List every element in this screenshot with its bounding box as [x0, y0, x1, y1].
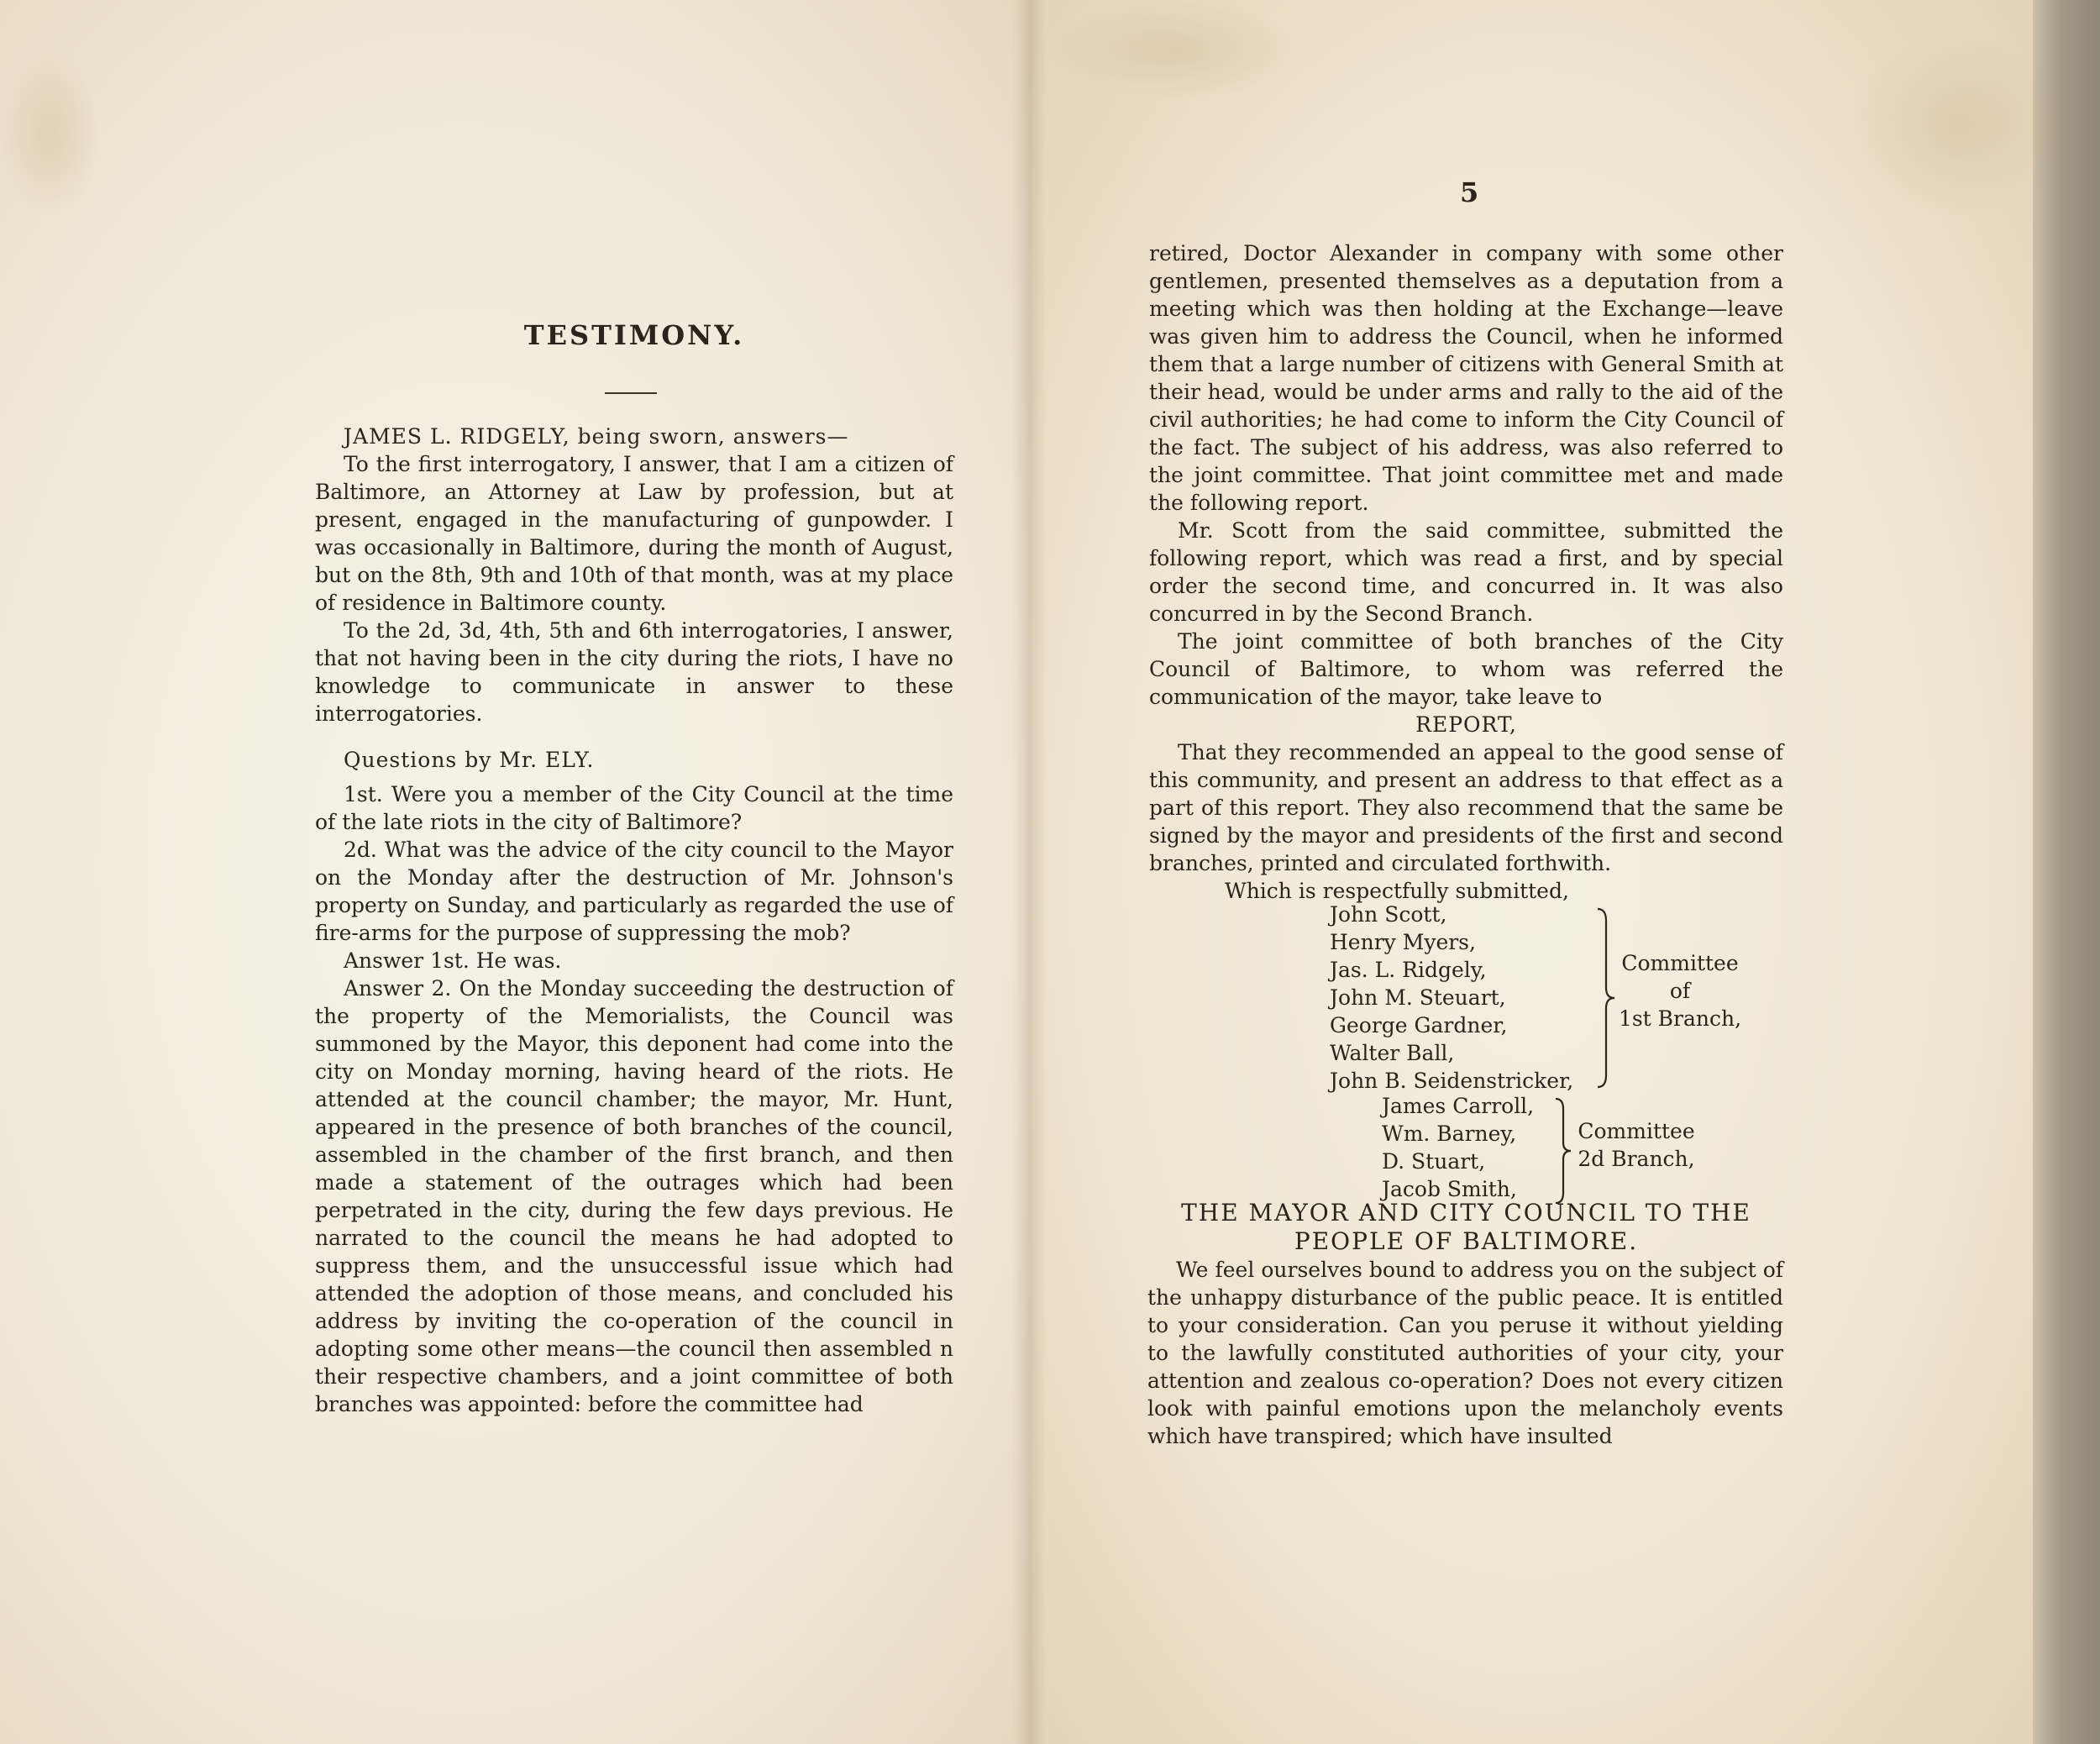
page-title: TESTIMONY.: [523, 319, 745, 351]
paper-stain: [1050, 0, 1302, 101]
book-gutter: [1012, 0, 1046, 1744]
first-branch-label: [1617, 949, 1743, 1032]
page-number: 5: [1460, 176, 1479, 208]
signer-name: John M. Steuart,: [1330, 985, 1506, 1010]
body-paragraph: That they recommended an appeal to the good sense of this community, and present an address to that effect as a part of this report. They also recommend that the same be signed by the mayor and presidents of the first and second branches, printed and circulated forthwith.: [1149, 740, 1783, 875]
witness-intro: JAMES L. RIDGELY, being sworn, answers—: [344, 424, 849, 449]
answer-item: Answer 2. On the Monday succeeding the destruction of the property of the Memorialists, the Council was summoned by the Mayor, this deponent had come into the city on Monday morning, having heard of the riots. He attended at the council chamber; the mayor, Mr. Hunt, appeared in the presence of both branches of the council, assembled in the chamber of the first branch, and then made a statement of the outrages which had been perpetrated in the city, during the few days previous. He narrated to the council the means he had adopted to suppress them, and the unsuccessful issue which had attended the adoption of those means, and concluded his address by inviting the co-operation of the council in adopting some other means—the council then assembled n their respective chambers, and a joint committee of both branches was appointed: before the committee had: [315, 976, 953, 1416]
signer-name: Jacob Smith,: [1382, 1177, 1517, 1201]
first-branch-signers: [1330, 901, 1573, 1095]
committee-label: Committee: [1621, 951, 1739, 975]
right-text-column-bottom: [1147, 1256, 1783, 1450]
signer-name: Walter Ball,: [1330, 1041, 1455, 1065]
committee-label: 1st Branch,: [1618, 1006, 1742, 1031]
body-paragraph: We feel ourselves bound to address you on the subject of the unhappy disturbance of the public peace. It is entitled to your consideration. Can you peruse it without yielding to the lawfully constituted authorities of your city, your attention and zealous co-operation? Does not every citizen look with painful emotions upon the melancholy events which have transpired; which have insulted: [1147, 1258, 1783, 1448]
second-branch-label: [1569, 1117, 1704, 1173]
signer-name: Wm. Barney,: [1382, 1122, 1517, 1146]
left-text-column: [315, 423, 953, 1418]
committee-label: Committee: [1578, 1119, 1695, 1143]
committee-label: of: [1669, 979, 1691, 1003]
signer-name: John Scott,: [1330, 902, 1447, 927]
address-title-line: PEOPLE OF BALTIMORE.: [1294, 1227, 1639, 1255]
report-heading: REPORT,: [1415, 712, 1517, 737]
body-paragraph: The joint committee of both branches of the City Council of Baltimore, to whom was referred the communication of the mayor, take leave to: [1149, 629, 1783, 709]
signer-name: George Gardner,: [1330, 1013, 1508, 1037]
paper-stain: [0, 50, 101, 218]
page-edge-stack: [2033, 0, 2100, 1744]
address-title: [1149, 1199, 1783, 1256]
second-branch-signers: [1382, 1092, 1534, 1203]
signer-name: D. Stuart,: [1382, 1149, 1486, 1174]
signer-name: James Carroll,: [1382, 1094, 1535, 1118]
first-branch-brace: [1594, 906, 1620, 1090]
questions-intro: Questions by Mr. ELY.: [344, 748, 595, 772]
answer-paragraph: To the first interrogatory, I answer, that I am a citizen of Baltimore, an Attorney at Law by profession, but at present, engaged in the manufacturing of gunpowder. I was occasionally in Baltimore, during the month of August, but on the 8th, 9th and 10th of that month, was at my place of residence in Baltimore county.: [315, 452, 953, 615]
answer-item: Answer 1st. He was.: [344, 948, 562, 973]
signer-name: John B. Seidenstricker,: [1330, 1069, 1574, 1093]
signer-name: Jas. L. Ridgely,: [1330, 958, 1487, 982]
paper-stain: [1848, 34, 2066, 218]
address-title-line: THE MAYOR AND CITY COUNCIL TO THE: [1181, 1199, 1751, 1227]
body-paragraph: retired, Doctor Alexander in company with some other gentlemen, presented themselves as a deputation from a meeting which was then holding at the Exchange—leave was given him to address the Council, when he informed them that a large number of citizens with General Smith at their head, would be under arms and rally to the aid of the civil authorities; he had come to inform the City Council of the fact. The subject of his address, was also referred to the joint committee. That joint committee met and made the following report.: [1149, 241, 1783, 515]
body-paragraph: Mr. Scott from the said committee, submitted the following report, which was read a first, and by special order the second time, and concurred in. It was also concurred in by the Second Branch.: [1149, 518, 1783, 626]
signer-name: Henry Myers,: [1330, 930, 1476, 954]
committee-label: 2d Branch,: [1578, 1147, 1695, 1171]
question-item: 1st. Were you a member of the City Council at the time of the late riots in the city of Baltimore?: [315, 782, 953, 834]
submitted-line: Which is respectfully submitted,: [1225, 879, 1569, 903]
title-rule: [605, 392, 657, 394]
right-text-column-top: [1149, 239, 1783, 905]
answer-paragraph: To the 2d, 3d, 4th, 5th and 6th interrogatories, I answer, that not having been in the city during the riots, I have no knowledge to communicate in answer to these interrogatories.: [315, 618, 953, 726]
question-item: 2d. What was the advice of the city council to the Mayor on the Monday after the destruction of Mr. Johnson's property on Sunday, and particularly as regarded the use of fire-arms for the purpose of suppressing the mob?: [315, 838, 953, 945]
